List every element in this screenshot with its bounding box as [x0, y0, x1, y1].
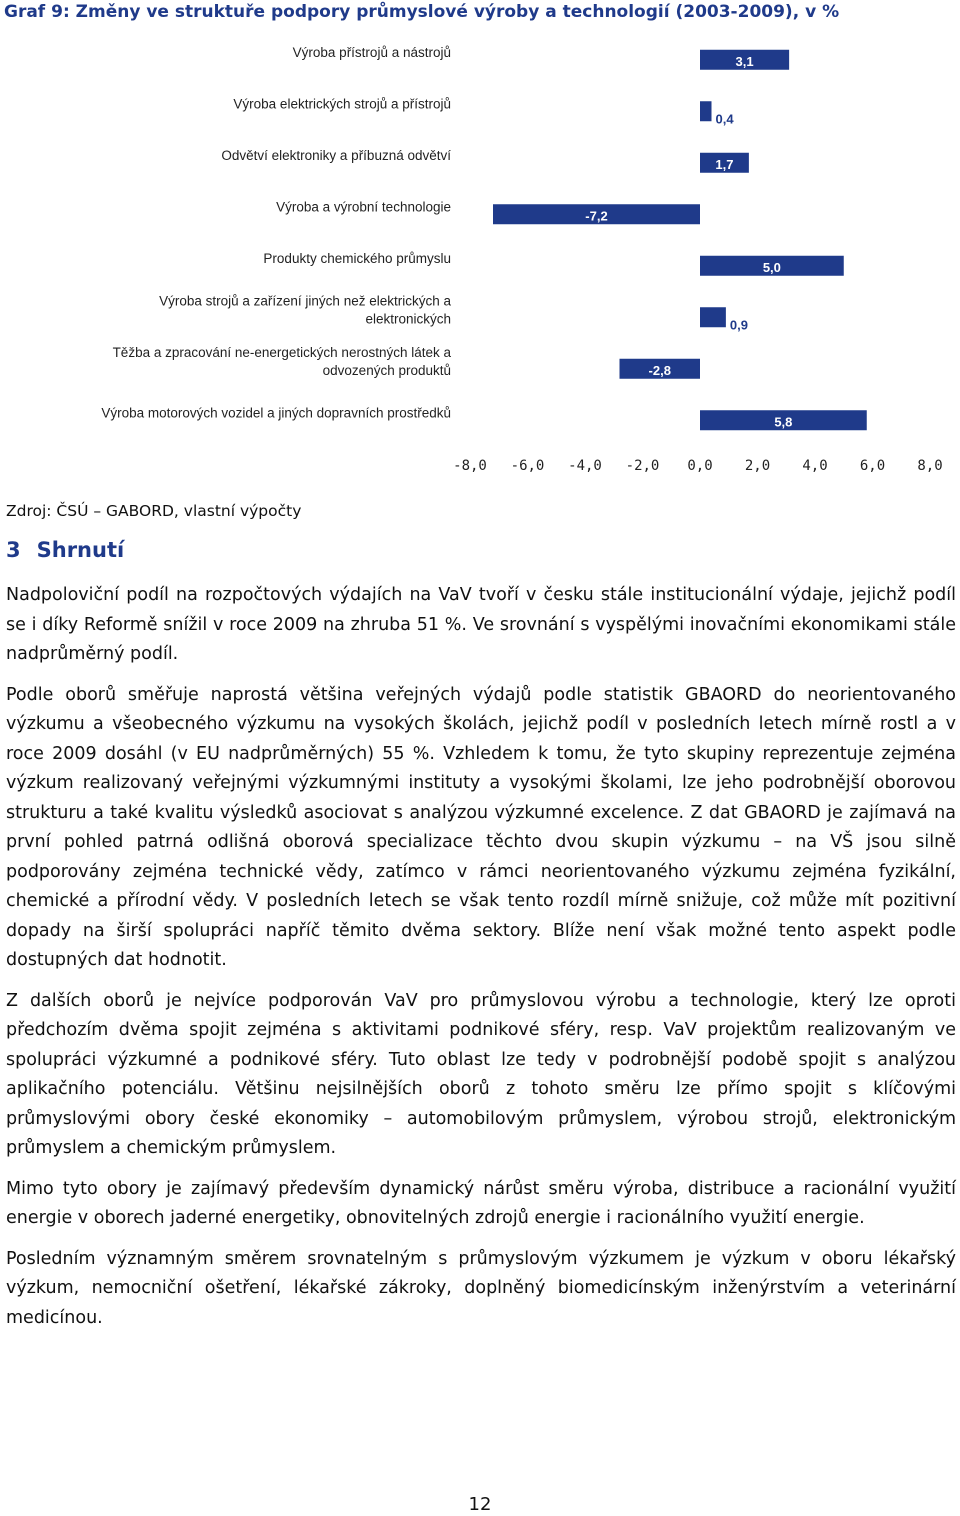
x-tick-label: -6,0	[510, 458, 545, 474]
x-tick-label: 0,0	[687, 458, 713, 474]
category-label: Těžba a zpracování ne-energetických nerostných látek a odvozených produktů	[112, 344, 451, 378]
paragraph: Mimo tyto obory je zajímavý především dynamický nárůst směru výroba, distribuce a racionální využití energie v oborech jaderné energetiky, obnovitelných zdrojů energie i racionálního využití energie.	[6, 1178, 956, 1228]
bar	[700, 307, 726, 327]
paragraph: Posledním významným směrem srovnatelným s průmyslovým výzkumem je výzkum v oboru lékařský výzkum, nemocniční ošetření, lékařské zákroky, doplněný biomedicínským inženýrstvím a veterinární medicínou.	[6, 1248, 956, 1328]
bar-value-label: -2,8	[648, 362, 671, 378]
x-tick-label: -8,0	[453, 458, 487, 474]
figure-title: Graf 9: Změny ve struktuře podpory průmyslové výroby a technologií (2003-2009), v %	[4, 2, 840, 22]
bar-value-label: 0,9	[729, 317, 748, 333]
category-label: Výroba elektrických strojů a přístrojů	[233, 96, 451, 112]
section-number: 3	[6, 538, 21, 562]
x-tick-label: 6,0	[859, 458, 886, 474]
x-tick-label: 2,0	[744, 458, 771, 474]
paragraph: Z dalších oborů je nejvíce podporován VaV pro průmyslovou výrobu a technologie, který lze oproti předchozím dvěma spojit zejména s aktivitami podnikové sféry, resp. VaV projektům realizovaným ve spolupráci výzkumné a podnikové sféry. Tuto oblast lze tedy v podrobnější podobě spojit s analýzou aplikačního potenciálu. Většinu nejsilnějších oborů z tohoto směru lze přímo spojit s klíčovými průmyslovými obory české ekonomiky – automobilovým průmyslem, výrobou strojů, elektronickým průmyslem a chemickým průmyslem.	[6, 990, 956, 1158]
section-title: Shrnutí	[36, 538, 125, 562]
category-label: Výroba a výrobní technologie	[276, 199, 451, 215]
category-label: Výroba přístrojů a nástrojů	[292, 44, 451, 60]
source-note: Zdroj: ČSÚ – GABORD, vlastní výpočty	[6, 502, 302, 520]
bar-value-label: 0,4	[715, 111, 734, 127]
category-label: Výroba motorových vozidel a jiných dopravních prostředků	[101, 405, 451, 421]
bar	[700, 101, 712, 121]
x-tick-label: -2,0	[625, 458, 660, 474]
bar-value-label: 3,1	[735, 53, 754, 69]
x-tick-label: -4,0	[568, 458, 602, 474]
bar-value-label: 5,8	[774, 414, 793, 430]
category-label: Odvětví elektroniky a příbuzná odvětví	[221, 147, 451, 163]
bar-value-label: 1,7	[715, 156, 734, 172]
body-text	[6, 581, 956, 1344]
category-label: Produkty chemického průmyslu	[263, 250, 451, 266]
paragraph: Podle oborů směřuje naprostá většina veřejných výdajů podle statistik GBAORD do neorientovaného výzkumu a všeobecného výzkumu na vysokých školách, jejichž podíl v posledních letech mírně rostl a v roce 2009 dosáhl (v EU nadprůměrných) 55 %. Vzhledem k tomu, že tyto skupiny reprezentuje zejména výzkum realizovaný veřejnými výzkumnými instituty a vysokými školami, lze jeho podrobnější oborovou strukturu a také kvalitu výsledků asociovat s analýzou výzkumné excelence. Z dat GBAORD je zajímavá na první pohled patrná odlišná oborová specializace těchto dvou skupin výzkumu – na VŠ jsou silně podporovány zejména technické vědy, zatímco v rámci neorientovaného výzkumu zejména fyzikální, chemické a přírodní vědy. V posledních letech se však tento rozdíl mírně snižuje, což může mít pozitivní dopady na širší spolupráci napříč těmito dvěma sektory. Blíže není však možné tento aspekt podle dostupných dat hodnotit.	[6, 684, 956, 970]
x-tick-label: 8,0	[917, 458, 943, 474]
section-heading	[6, 538, 124, 562]
bar-chart	[0, 30, 960, 480]
bar-value-label: 5,0	[762, 259, 781, 275]
bar-value-label: -7,2	[585, 208, 608, 224]
page-number: 12	[468, 1494, 492, 1515]
paragraph: Nadpoloviční podíl na rozpočtových výdajích na VaV tvoří v česku stále institucionální výdaje, jejichž podíl se i díky Reformě snížil v roce 2009 na zhruba 51 %. Ve srovnání s vyspělými inovačními ekonomikami stále nadprůměrný podíl.	[6, 585, 956, 664]
x-tick-label: 4,0	[802, 458, 828, 474]
category-label: Výroba strojů a zařízení jiných než elektrických a elektronických	[159, 293, 451, 327]
